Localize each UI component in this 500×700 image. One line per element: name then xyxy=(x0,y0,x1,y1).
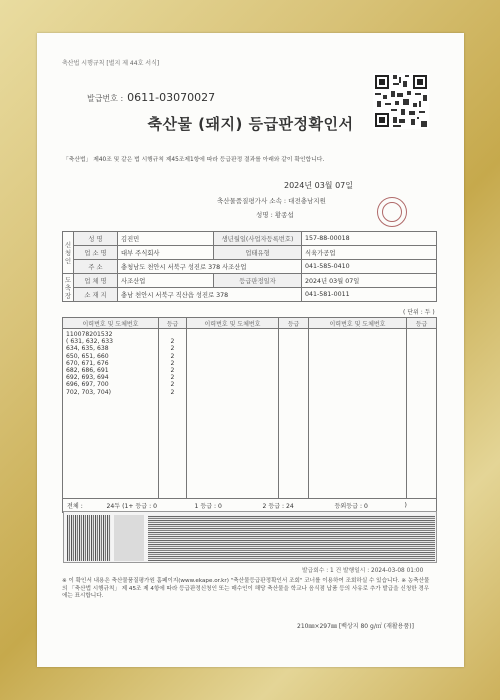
side-label-applicant: 신청인 xyxy=(63,232,74,274)
form-tag: 축산법 시행규칙 [별지 제 44호 서식] xyxy=(62,60,160,67)
issue-number-label: 발급번호 : xyxy=(87,94,124,103)
official-seal-icon xyxy=(377,197,407,227)
grade-line: 2 xyxy=(170,359,175,367)
unit-label: ( 단위 : 두 ) xyxy=(403,309,435,316)
trace-line: 696, 697, 700 xyxy=(66,381,109,389)
empty-cell xyxy=(309,329,407,499)
total-label: 전체 : xyxy=(63,499,103,513)
empty-cell xyxy=(407,329,437,499)
grade-cell xyxy=(159,329,187,499)
grade-line: 2 xyxy=(170,367,175,374)
grading-date: 2024년 03월 07일 xyxy=(302,274,437,288)
trace-number-cell xyxy=(63,329,159,499)
grade2-count: 2 등급 : 24 xyxy=(259,499,331,513)
name-label: 성 명 xyxy=(74,232,118,246)
empty-cell xyxy=(187,329,279,499)
grade-line: 2 xyxy=(170,345,175,353)
col-header: 등급 xyxy=(159,318,187,329)
location-label: 소 재 지 xyxy=(74,288,118,302)
totals-close: ) xyxy=(401,499,437,513)
empty-cell xyxy=(279,329,309,499)
applicant-name: 김진민 xyxy=(118,232,214,246)
grade-line: 2 xyxy=(170,374,175,382)
paper-spec: 210㎜×297㎜ [백상지 80 g/㎡ (재활용품)] xyxy=(297,623,414,630)
certificate-paper xyxy=(37,33,464,667)
footnote: ※ 이 확인서 내용은 축산물품질평가원 홈페이지(www.ekape.or.kr) "축산물등급판정확인서 조회" 코너를 이용하여 조회하실 수 있습니다. ※ 농축산물의 「축산법 시행규칙」 제 45조 제 4항에 따라 등급판정신청인 또는 매수인이 해당 축산물을 학교나 음식점 납품 등의 사유로 추가 발급을 신청한 경우에는 표시합니다. xyxy=(62,578,430,599)
security-pattern xyxy=(148,515,435,561)
issue-number xyxy=(87,91,215,104)
total-value: 24두 (1+ 등급 : 0 xyxy=(103,499,191,513)
side-label-slaughterhouse: 도축장 xyxy=(63,274,74,302)
verification-barcode xyxy=(63,511,437,563)
trace-line: 110078201532 xyxy=(66,331,113,338)
company-label: 업 소 명 xyxy=(74,246,118,260)
trace-line: 634, 635, 638 xyxy=(66,345,109,353)
biz-type-label: 업태유형 xyxy=(214,246,302,260)
col-header: 이력번호 및 도체번호 xyxy=(309,318,407,329)
applicant-table xyxy=(62,231,437,302)
out-grade-count: 등외등급 : 0 xyxy=(331,499,401,513)
trace-line: 650, 651, 660 xyxy=(66,352,109,360)
issue-date: 2024년 03월 07일 xyxy=(284,181,353,190)
grade-line: 2 xyxy=(170,352,175,360)
trace-line: 702, 703, 704) xyxy=(66,388,112,396)
col-header: 이력번호 및 도체번호 xyxy=(187,318,279,329)
grade-items-table xyxy=(62,317,437,499)
plant-name: 사조산업 xyxy=(118,274,214,288)
print-info: 발급회수 : 1 건 발행일시 : 2024-03-08 01:00 xyxy=(302,568,424,574)
inspector-name: 성명 : 황종섭 xyxy=(256,211,294,219)
trace-line: 670, 671, 676 xyxy=(66,359,109,367)
biz-no: 157-88-00018 xyxy=(302,232,437,246)
watermark-block xyxy=(114,515,144,561)
col-header: 등급 xyxy=(279,318,309,329)
legal-note: 「축산법」 제40조 및 같은 법 시행규칙 제45조제1항에 따라 등급판정 결과를 아래와 같이 확인합니다. xyxy=(63,157,325,163)
trace-line: 692, 693, 694 xyxy=(66,374,109,382)
grade-line: 2 xyxy=(170,338,175,346)
col-header: 등급 xyxy=(407,318,437,329)
location-phone: 041-581-0011 xyxy=(302,288,437,302)
address-label: 주 소 xyxy=(74,260,118,274)
biz-no-label: 생년월일(사업자등록번호) xyxy=(214,232,302,246)
grade-line xyxy=(162,331,183,338)
grade-line: 2 xyxy=(170,381,175,389)
address: 충청남도 천안시 서북구 성진로 378 사조산업 xyxy=(118,260,302,274)
address-phone: 041-585-0410 xyxy=(302,260,437,274)
agency-line: 축산물품질평가사 소속 : 대전충남지원 xyxy=(217,197,326,205)
company-name: 대부 주식회사 xyxy=(118,246,214,260)
biz-type: 식육가공업 xyxy=(302,246,437,260)
issue-number-value: 0611-03070027 xyxy=(127,91,216,104)
barcode-icon xyxy=(67,515,111,561)
grade-line: 2 xyxy=(170,388,175,396)
trace-line: 682, 686, 691 xyxy=(66,367,109,375)
grading-date-label: 등급판정일자 xyxy=(214,274,302,288)
grade1-count: 1 등급 : 0 xyxy=(191,499,259,513)
plant-label: 업 체 명 xyxy=(74,274,118,288)
trace-line: ( 631, 632, 633 xyxy=(66,338,113,346)
document-title: 축산물 (돼지) 등급판정확인서 xyxy=(147,115,354,133)
location: 충남 천안시 서북구 직산읍 성진로 378 xyxy=(118,288,302,302)
col-header: 이력번호 및 도체번호 xyxy=(63,318,159,329)
